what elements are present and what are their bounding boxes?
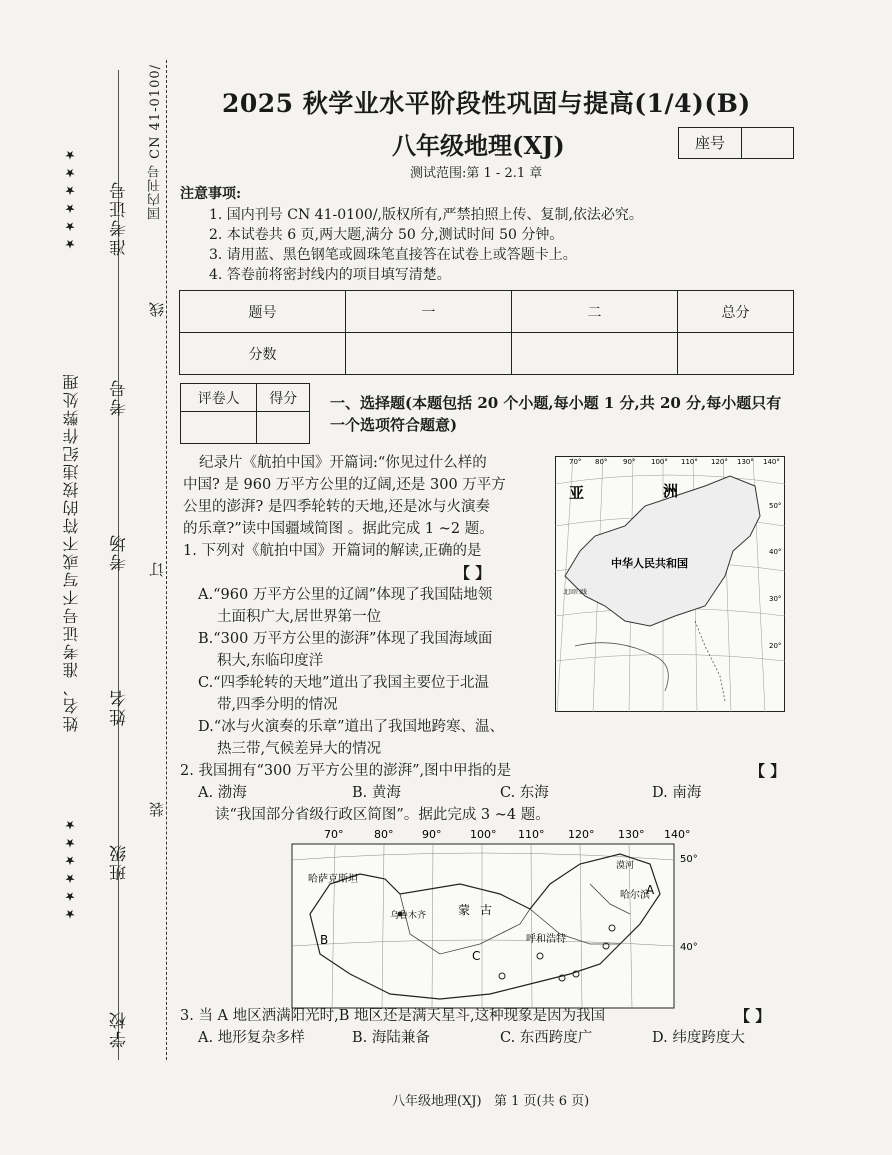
field-exam-no[interactable]: 考号 bbox=[110, 378, 130, 416]
grader-box bbox=[180, 383, 310, 444]
lat-label: 20° bbox=[769, 642, 782, 650]
field-exam-room[interactable]: 考场 bbox=[110, 533, 130, 571]
q3-stem: 3. 当 A 地区洒满阳光时,B 地区还是满天星斗,这种现象是因为我国 bbox=[180, 1008, 606, 1024]
map-label-tropic: 北回归线 bbox=[563, 589, 588, 596]
q1-stem: 1. 下列对《航拍中国》开篇词的解读,正确的是 bbox=[183, 543, 482, 559]
q2-option-d[interactable]: D. 南海 bbox=[652, 785, 702, 801]
q1-answer-bracket[interactable]: 【 】 bbox=[455, 564, 491, 582]
passage2: 读“我国部分省级行政区简图”。据此完成 3 ~4 题。 bbox=[215, 807, 550, 823]
option-c[interactable]: C.“四季轮转的天地”道出了我国主要位于北温 bbox=[198, 675, 490, 691]
score-cell[interactable] bbox=[346, 333, 512, 375]
exam-title: 2025 秋学业水平阶段性巩固与提高(1/4)(B) bbox=[222, 89, 751, 118]
map-label-hohhot: 呼和浩特 bbox=[526, 934, 566, 945]
q2-option-a[interactable]: A. 渤海 bbox=[198, 785, 247, 801]
lon-label: 70° bbox=[324, 828, 344, 841]
score-label: 得分 bbox=[257, 384, 310, 412]
lon-label: 120° bbox=[711, 458, 728, 466]
lon-label: 140° bbox=[664, 828, 691, 841]
lon-label: 110° bbox=[681, 458, 698, 466]
lon-label: 120° bbox=[568, 828, 595, 841]
seat-box[interactable] bbox=[678, 127, 794, 159]
exam-subtitle: 八年级地理(XJ) bbox=[392, 131, 565, 160]
map-label-mongolia: 古 bbox=[480, 903, 493, 917]
seal-line-label: 线 bbox=[148, 300, 166, 317]
passage1 bbox=[183, 452, 506, 540]
score-input[interactable] bbox=[257, 412, 310, 444]
grader-input[interactable] bbox=[181, 412, 257, 444]
provincial-map bbox=[290, 824, 700, 1010]
test-range: 测试范围:第 1 - 2.1 章 bbox=[410, 166, 543, 181]
score-header-cell: 二 bbox=[512, 291, 678, 333]
passage-line: 纪录片《航拍中国》开篇词:“你见过什么样的 bbox=[199, 455, 487, 471]
option-d-cont: 热三带,气候差异大的情况 bbox=[217, 741, 382, 757]
notice-item: 1. 国内刊号 CN 41-0100/,版权所有,严禁拍照上传、复制,依法必究。 bbox=[209, 207, 643, 223]
lat-label: 30° bbox=[769, 595, 782, 603]
margin-stars-top: ★ ★ ★ ★ ★ ★ bbox=[63, 148, 77, 252]
sealing-line bbox=[166, 60, 168, 1060]
field-class[interactable]: 班级 bbox=[110, 843, 130, 881]
option-a-cont: 土面积广大,居世界第一位 bbox=[217, 609, 382, 625]
map-label-b: B bbox=[320, 933, 329, 947]
map-label-asia: 洲 bbox=[663, 482, 679, 500]
lon-label: 90° bbox=[422, 828, 442, 841]
lat-label: 40° bbox=[769, 548, 782, 556]
score-cell[interactable] bbox=[512, 333, 678, 375]
map-label-kazakhstan: 哈萨克斯坦 bbox=[308, 874, 358, 885]
lon-label: 130° bbox=[618, 828, 645, 841]
lon-label: 140° bbox=[763, 458, 780, 466]
map-label-harbin: 哈尔滨 bbox=[620, 890, 650, 901]
score-header-cell: 一 bbox=[346, 291, 512, 333]
page-footer: 八年级地理(XJ) 第 1 页(共 6 页) bbox=[392, 1094, 590, 1109]
section1-heading: 一、选择题(本题包括 20 个小题,每小题 1 分,共 20 分,每小题只有一个选项符合题意) bbox=[330, 394, 782, 434]
map-label-c: C bbox=[472, 949, 481, 963]
passage-line: 的乐章?”读中国疆域简图 。据此完成 1 ~2 题。 bbox=[183, 521, 494, 537]
score-cell[interactable] bbox=[678, 333, 794, 375]
notice-list bbox=[209, 205, 643, 285]
score-row-label: 分数 bbox=[180, 333, 346, 375]
q2-answer-bracket[interactable]: 【 】 bbox=[750, 762, 786, 780]
passage-line: 公里的澎湃? 是四季轮转的天地,还是冰与火演奏 bbox=[183, 499, 490, 515]
map-label-a: A bbox=[646, 883, 655, 897]
q2-option-b[interactable]: B. 黄海 bbox=[352, 785, 401, 801]
lon-label: 80° bbox=[595, 458, 608, 466]
lon-label: 130° bbox=[737, 458, 754, 466]
grader-label: 评卷人 bbox=[181, 384, 257, 412]
lon-label: 100° bbox=[651, 458, 668, 466]
q3-option-a[interactable]: A. 地形复杂多样 bbox=[198, 1030, 305, 1046]
journal-number: 国内刊号 CN 41-0100/ bbox=[148, 64, 163, 220]
lat-label: 40° bbox=[680, 942, 698, 953]
notice-item: 2. 本试卷共 6 页,两大题,满分 50 分,测试时间 50 分钟。 bbox=[209, 227, 564, 243]
margin-warning: 姓名、准考证号不写或不符的按违纪作弊处理 bbox=[62, 372, 81, 732]
map-label-mohe: 漠河 bbox=[616, 861, 635, 871]
passage-line: 中国? 是 960 万平方公里的辽阔,还是 300 万平方 bbox=[183, 477, 506, 493]
field-name[interactable]: 姓名 bbox=[110, 688, 130, 726]
q2-stem: 2. 我国拥有“300 万平方公里的澎湃”,图中甲指的是 bbox=[180, 763, 512, 779]
q2-option-c[interactable]: C. 东海 bbox=[500, 785, 549, 801]
score-header-cell: 总分 bbox=[678, 291, 794, 333]
map-label-asia: 亚 bbox=[569, 484, 585, 502]
option-b[interactable]: B.“300 万平方公里的澎湃”体现了我国海域面 bbox=[198, 631, 493, 647]
q3-option-b[interactable]: B. 海陆兼备 bbox=[352, 1030, 430, 1046]
q3-option-d[interactable]: D. 纬度跨度大 bbox=[652, 1030, 745, 1046]
map-label-china: 中华人民共和国 bbox=[611, 557, 688, 570]
lat-label: 50° bbox=[680, 854, 698, 865]
score-header-cell: 题号 bbox=[180, 291, 346, 333]
q3-option-c[interactable]: C. 东西跨度广 bbox=[500, 1030, 593, 1046]
option-b-cont: 积大,东临印度洋 bbox=[217, 653, 324, 669]
option-c-cont: 带,四季分明的情况 bbox=[217, 697, 338, 713]
map-label-urumqi: 乌鲁木齐 bbox=[390, 911, 427, 921]
lon-label: 110° bbox=[518, 828, 545, 841]
seal-mount-label: 装 bbox=[148, 800, 166, 817]
option-a[interactable]: A.“960 万平方公里的辽阔”体现了我国陆地领 bbox=[198, 587, 493, 603]
field-exam-id[interactable]: 准考证号 bbox=[110, 180, 130, 256]
notice-item: 3. 请用蓝、黑色钢笔或圆珠笔直接答在试卷上或答题卡上。 bbox=[209, 247, 577, 263]
seal-bind-label: 订 bbox=[148, 560, 166, 577]
notice-item: 4. 答卷前将密封线内的项目填写清楚。 bbox=[209, 267, 451, 283]
seat-label: 座号 bbox=[679, 128, 742, 158]
lon-label: 90° bbox=[623, 458, 636, 466]
margin-stars-bottom: ★ ★ ★ ★ ★ ★ bbox=[63, 818, 77, 922]
q1-options bbox=[198, 584, 504, 760]
notice-title: 注意事项: bbox=[180, 186, 242, 202]
map-label-mongolia: 蒙 bbox=[458, 903, 471, 917]
option-d[interactable]: D.“冰与火演奏的乐章”道出了我国地跨寒、温、 bbox=[198, 719, 505, 735]
field-school[interactable]: 学校 bbox=[110, 1010, 130, 1048]
lat-label: 50° bbox=[769, 502, 782, 510]
china-territory-map bbox=[555, 456, 785, 712]
lon-label: 100° bbox=[470, 828, 497, 841]
lon-label: 80° bbox=[374, 828, 394, 841]
q3-answer-bracket[interactable]: 【 】 bbox=[735, 1007, 771, 1025]
score-table bbox=[179, 290, 794, 375]
seat-input[interactable] bbox=[742, 128, 793, 158]
lon-label: 70° bbox=[569, 458, 582, 466]
